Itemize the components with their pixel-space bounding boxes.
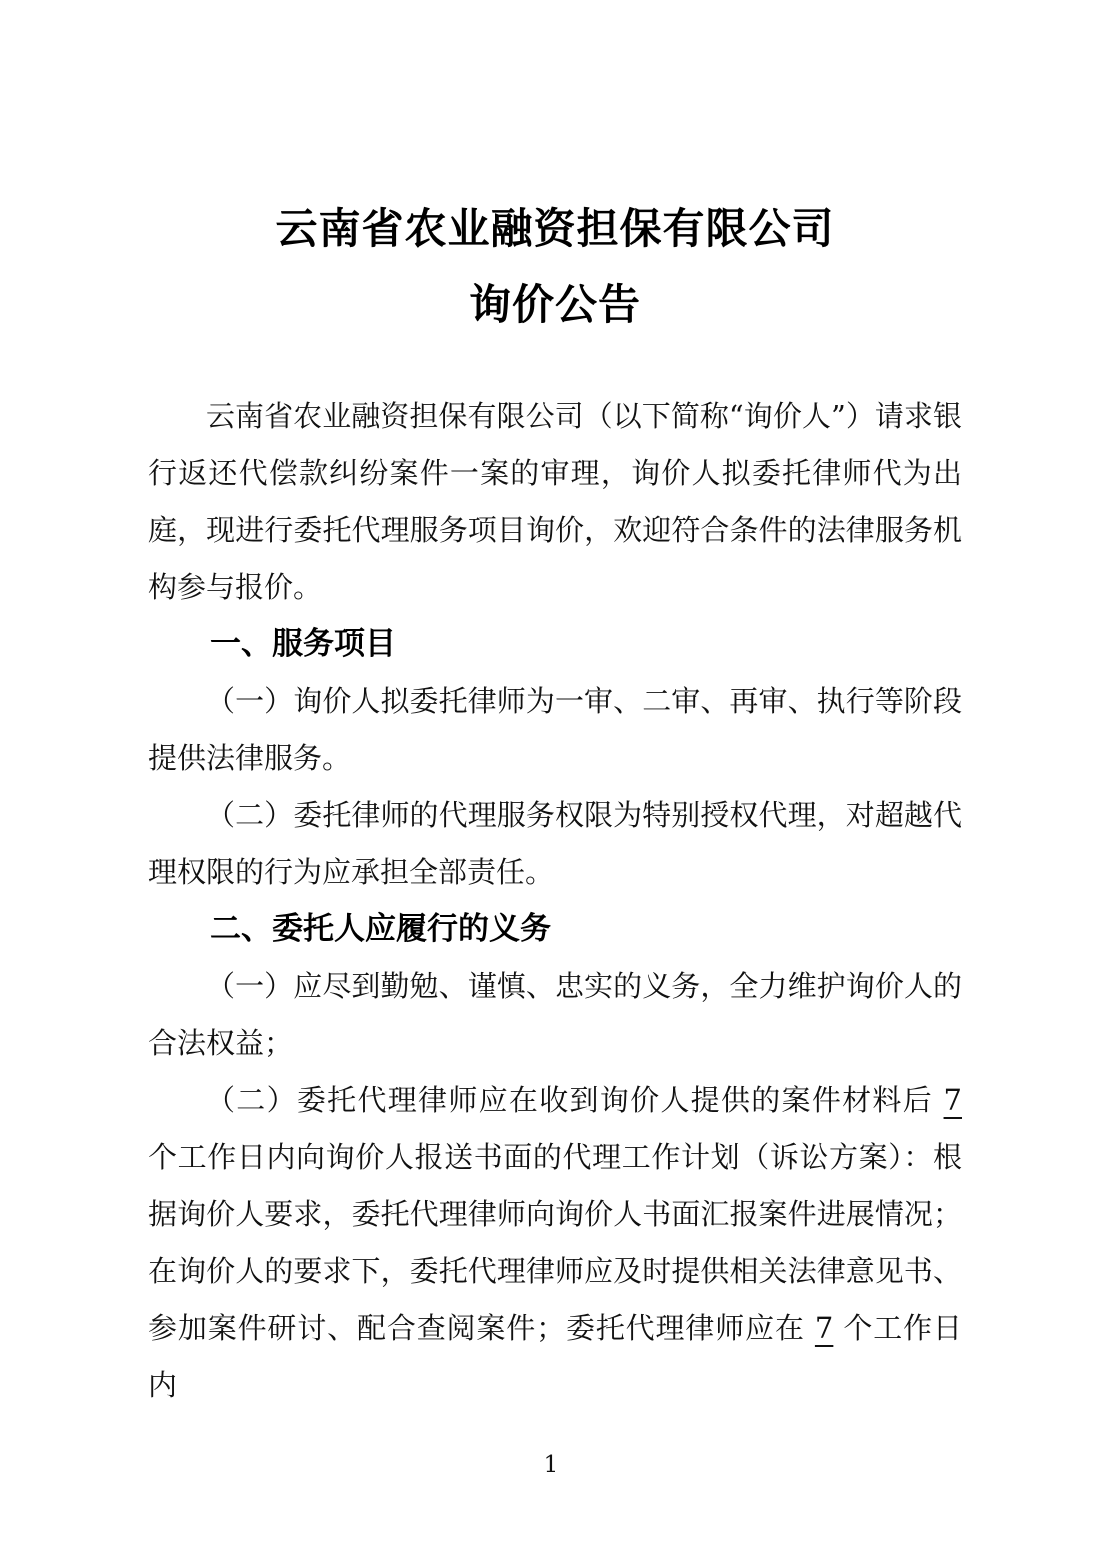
underlined-number-1: 7	[943, 1083, 962, 1117]
section2-item2-text-1: （二）委托代理律师应在收到询价人提供的案件材料后	[206, 1083, 944, 1117]
document-title-line1: 云南省农业融资担保有限公司	[275, 204, 835, 253]
document-title-block	[148, 0, 962, 343]
section2-item2-text-3: 个工作日内	[148, 1311, 962, 1402]
document-title-line2: 询价公告	[468, 280, 641, 329]
section1-item2: （二）委托律师的代理服务权限为特别授权代理，对超越代理权限的行为应承担全部责任。	[148, 798, 962, 889]
section2-item1: （一）应尽到勤勉、谨慎、忠实的义务，全力维护询价人的合法权益；	[148, 969, 962, 1060]
section1-item1: （一）询价人拟委托律师为一审、二审、再审、执行等阶段提供法律服务。	[148, 684, 962, 775]
section1-heading: 一、服务项目	[210, 626, 396, 662]
section2-item2-text-2: 个工作日内向询价人报送书面的代理工作计划（诉讼方案）：根据询价人要求，委托代理律师向询价人书面汇报案件进展情况；在询价人的要求下，委托代理律师应及时提供相关法律意见书、参加案件研讨、配合查阅案件；委托代理律师应在	[148, 1140, 962, 1345]
intro-paragraph: 云南省农业融资担保有限公司（以下简称“询价人”）请求银行返还代偿款纠纷案件一案的审理，询价人拟委托律师代为出庭，现进行委托代理服务项目询价，欢迎符合条件的法律服务机构参与报价。	[148, 399, 962, 604]
section2-heading: 二、委托人应履行的义务	[210, 911, 551, 947]
underlined-number-2: 7	[814, 1311, 834, 1345]
page-number: 1	[543, 1452, 559, 1478]
document-body	[148, 388, 962, 1414]
document-content	[148, 0, 962, 1414]
section2-item2	[148, 1072, 962, 1414]
